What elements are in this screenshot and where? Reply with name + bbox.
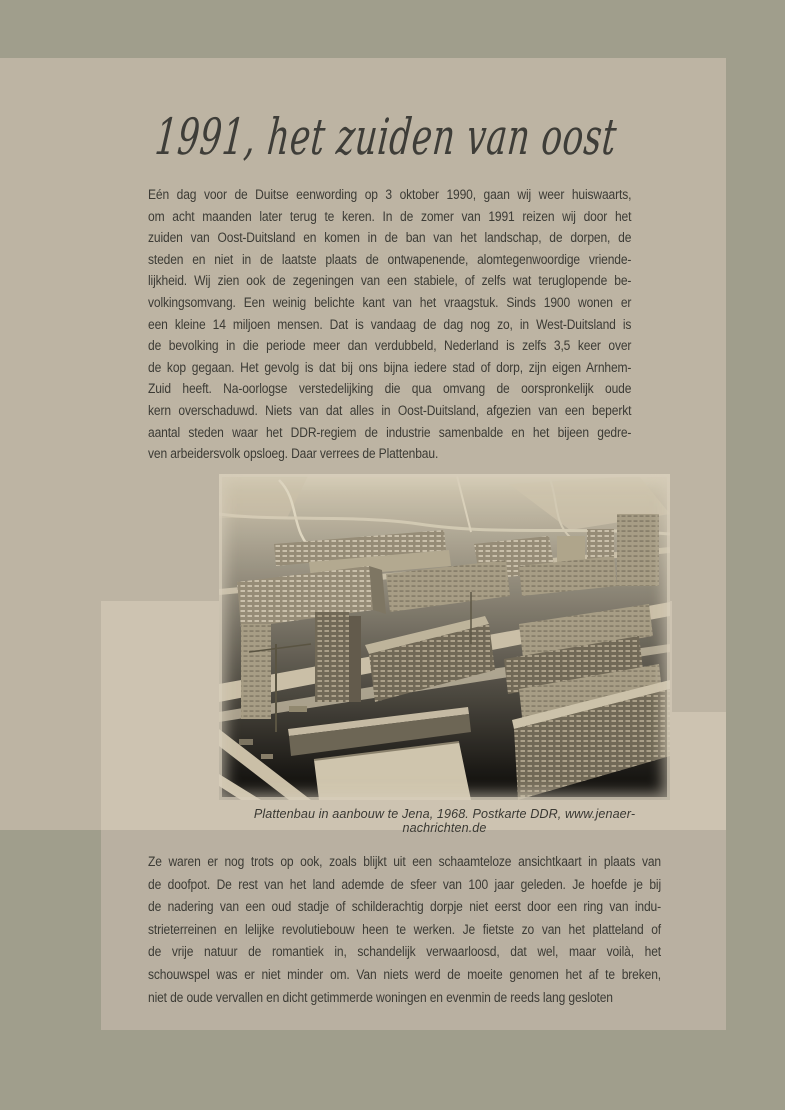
- text-line: lijkheid. Wij zien ook de zegeningen van een stabiele, of zelfs wat teruglopende be-: [148, 273, 632, 289]
- text-line: aantal steden waar het DDR-regiem de industrie samenbalde en het bijeen gedre-: [148, 424, 632, 440]
- text-line: steden en niet in de laatste plaats de ontwapenende, alomtegenwoordige vriende-: [148, 251, 632, 267]
- text-line: volkingsomvang. Een weinig belichte kant van het vraagstuk. Sinds 1900 wonen er: [148, 294, 632, 310]
- text-line: de kop gegaan. Het gevolg is dat bij ons bijna iedere stad of dorp, zijn eigen Arnhem-: [148, 359, 632, 375]
- text-line: Zuid heeft. Na-oorlogse verstedelijking die qua omvang de oorspronkelijk oude: [148, 381, 632, 397]
- text-line: ven arbeidersvolk opsloeg. Daar verrees de Plattenbau.: [148, 446, 439, 462]
- text-line: strieterreinen en lelijke revolutiebouw heen te werken. Je fietste zo van het platteland of: [148, 921, 661, 937]
- page-title: 1991, het zuiden van oost: [152, 108, 620, 166]
- text-line: de doofpot. De rest van het land ademde de sfeer van 100 jaar geleden. Je hoefde je bij: [148, 876, 661, 892]
- text-line: de vrije natuur de romantiek in, schandelijk verwaarloosd, dat wel, maar voilà, het: [148, 944, 661, 960]
- text-line: zuiden van Oost-Duitsland en komen in de ban van het landschap, de dorpen, de: [148, 230, 632, 246]
- text-line: de bevolking in die periode meer dan verdubbeld, Nederland is zelfs 3,5 keer over: [148, 338, 632, 354]
- body-paragraph: [148, 851, 661, 1009]
- text-line: niet de oude vervallen en dicht getimmerde woningen en evenmin de reeds lang gesloten: [148, 989, 613, 1005]
- intro-paragraph: [148, 184, 631, 465]
- text-line: Ze waren er nog trots op ook, zoals blijkt uit een schaamteloze ansichtkaart in plaats van: [148, 854, 661, 869]
- plattenbau-aerial-photo: [219, 474, 670, 800]
- photo-caption: Plattenbau in aanbouw te Jena, 1968. Postkarte DDR, www.jenaer-nachrichten.de: [253, 807, 636, 835]
- photo-figure: [219, 474, 670, 835]
- text-line: Eén dag voor de Duitse eenwording op 3 oktober 1990, gaan wij weer huiswaarts,: [148, 187, 632, 202]
- text-line: om acht maanden later terug te keren. In de zomer van 1991 reizen wij door het: [148, 208, 632, 224]
- text-line: schouwspel was er niet minder om. Van niets werd de moeite genomen het af te breken,: [148, 966, 661, 982]
- text-line: kern overschaduwd. Niets van dat alles in Oost-Duitsland, afgezien van een beperkt: [148, 402, 632, 418]
- plattenbau-photo-illustration: [219, 474, 670, 800]
- text-line: de nadering van een oud stadje of schilderachtig dorpje niet eerst door een ring van indu-: [148, 899, 661, 915]
- text-line: een kleine 14 miljoen mensen. Dat is vandaag de dag nog zo, in West-Duitsland is: [148, 316, 632, 332]
